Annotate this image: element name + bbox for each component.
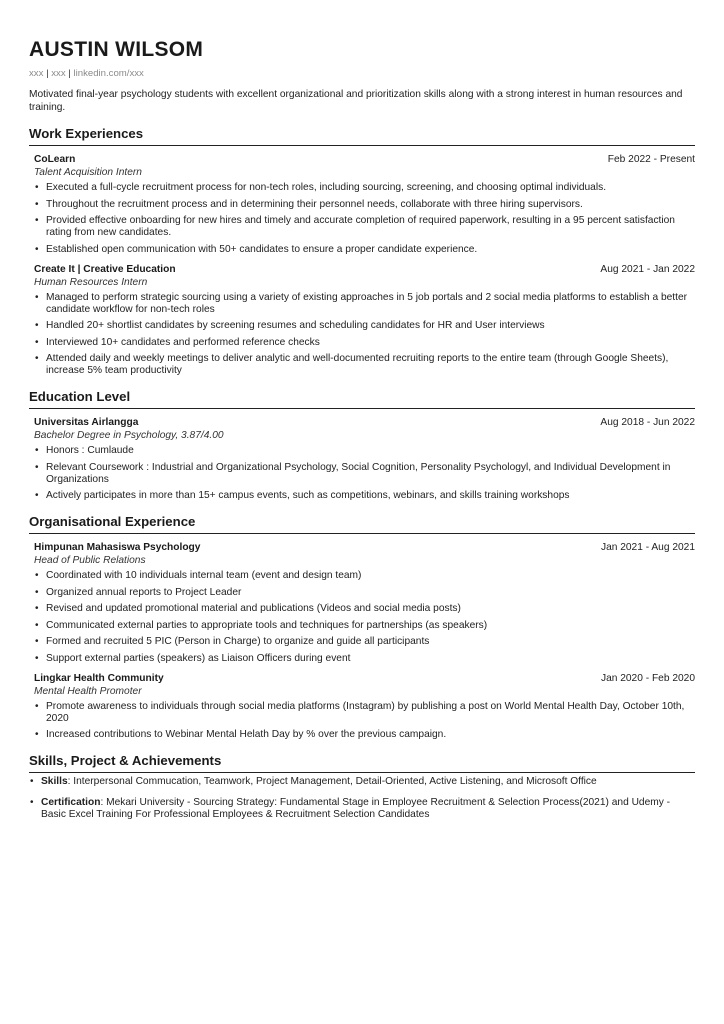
skills-label: Skills <box>41 776 68 787</box>
institution: Universitas Airlangga <box>34 417 139 428</box>
bullet-list <box>34 182 695 256</box>
role: Mental Health Promoter <box>34 685 142 697</box>
section-title: Organisational Experience <box>29 514 695 534</box>
organisation-entry <box>29 672 695 742</box>
section-title: Education Level <box>29 389 695 409</box>
date-range: Jan 2020 - Feb 2020 <box>600 672 695 684</box>
contact-separator: | <box>46 68 49 79</box>
bullet-item: • Interviewed 10+ candidates and performed reference checks <box>34 337 695 349</box>
bullet-item: • Handled 20+ shortlist candidates by screening resumes and scheduling candidates for HR and User interviews <box>34 320 695 332</box>
organisation-entry <box>29 541 695 665</box>
date-range: Aug 2018 - Jun 2022 <box>600 417 695 428</box>
organization: CoLearn <box>34 154 76 165</box>
bullet-list <box>34 445 695 502</box>
bullet-item: • Revised and updated promotional material and publications (Videos and social media posts) <box>34 603 695 615</box>
bullet-list <box>34 701 695 742</box>
bullet-item: • Actively participates in more than 15+ campus events, such as competitions, webinars, and skills training workshops <box>34 490 695 502</box>
education-entry <box>29 416 695 502</box>
contact-line <box>29 68 695 80</box>
bullet-item: • Established open communication with 50+ candidates to ensure a proper candidate experience. <box>34 244 695 256</box>
degree: Bachelor Degree in Psychology, 3.87/4.00 <box>34 430 224 441</box>
role: Head of Public Relations <box>34 555 146 566</box>
summary: Motivated final-year psychology students with excellent organizational and prioritization skills along with a strong interest in human resources and training. <box>29 89 683 113</box>
bullet-item: • Communicated external parties to appropriate tools and techniques for partnerships (as speakers) <box>34 620 695 632</box>
bullet-item: • Managed to perform strategic sourcing using a variety of existing approaches in 5 job portals and 2 social media platforms to establish a better candidate workflow for non-tech roles <box>34 292 695 316</box>
bullet-item: • Executed a full-cycle recruitment process for non-tech roles, including sourcing, screening, and choosing optimal individuals. <box>34 182 695 194</box>
skills-section <box>29 753 695 821</box>
certification-label: Certification <box>41 797 101 808</box>
certification-text: : Mekari University - Sourcing Strategy: Fundamental Stage in Employee Recruitment & Selection Process(2021) and Udemy - Basic Excel Training For Professional Employees & Recruitment Selection Candidates <box>41 797 671 820</box>
skills-text: : Interpersonal Commucation, Teamwork, Project Management, Detail-Oriented, Active Listening, and Microsoft Office <box>67 776 597 787</box>
contact-item: xxx <box>51 68 66 79</box>
bullet-list <box>34 292 695 378</box>
role: Human Resources Intern <box>34 276 148 288</box>
date-range: Jan 2021 - Aug 2021 <box>600 542 695 553</box>
certification-item <box>29 797 695 821</box>
bullet-item: • Coordinated with 10 individuals internal team (event and design team) <box>34 570 695 582</box>
work-section <box>29 126 695 377</box>
section-title: Work Experiences <box>29 126 695 146</box>
role: Talent Acquisition Intern <box>34 167 142 178</box>
date-range: Aug 2021 - Jan 2022 <box>600 263 695 275</box>
bullet-item: • Throughout the recruitment process and in determining their personnel needs, collaborate with three hiring supervisors. <box>34 199 695 211</box>
organization: Create It | Creative Education <box>34 263 176 275</box>
date-range: Feb 2022 - Present <box>607 154 695 165</box>
contact-separator: | <box>68 68 71 79</box>
organization: Himpunan Mahasiswa Psychology <box>34 542 201 553</box>
bullet-item: • Honors : Cumlaude <box>34 445 695 457</box>
education-section <box>29 389 695 502</box>
work-entry <box>29 263 695 378</box>
bullet-item: • Organized annual reports to Project Leader <box>34 587 695 599</box>
skills-item <box>29 776 695 788</box>
bullet-item: • Provided effective onboarding for new hires and timely and accurate completion of required paperwork, resulting in a 95 percent satisfaction rating from new candidates. <box>34 215 695 239</box>
organisational-section <box>29 514 695 741</box>
contact-linkedin: linkedin.com/xxx <box>73 68 144 79</box>
skills-list <box>29 776 695 821</box>
bullet-item: • Support external parties (speakers) as Liaison Officers during event <box>34 653 695 665</box>
work-entry <box>29 153 695 256</box>
bullet-item: • Promote awareness to individuals through social media platforms (Instagram) by publishing a post on World Mental Health Day, October 10th, 2020 <box>34 701 695 725</box>
bullet-item: • Increased contributions to Webinar Mental Helath Day by % over the previous campaign. <box>34 729 695 741</box>
bullet-item: • Attended daily and weekly meetings to deliver analytic and well-documented recruiting reports to the entire team (through Google Sheets), increase 5% team productivity <box>34 353 695 377</box>
contact-item: xxx <box>29 68 44 79</box>
section-title: Skills, Project & Achievements <box>29 753 695 773</box>
bullet-item: • Relevant Coursework : Industrial and Organizational Psychology, Social Cognition, Personality Psychologyl, and Individual Development in Organizations <box>34 462 695 486</box>
bullet-item: • Formed and recruited 5 PIC (Person in Charge) to organize and guide all participants <box>34 636 695 648</box>
bullet-list <box>34 570 695 665</box>
organization: Lingkar Health Community <box>34 672 164 684</box>
candidate-name: AUSTIN WILSOM <box>29 38 204 61</box>
